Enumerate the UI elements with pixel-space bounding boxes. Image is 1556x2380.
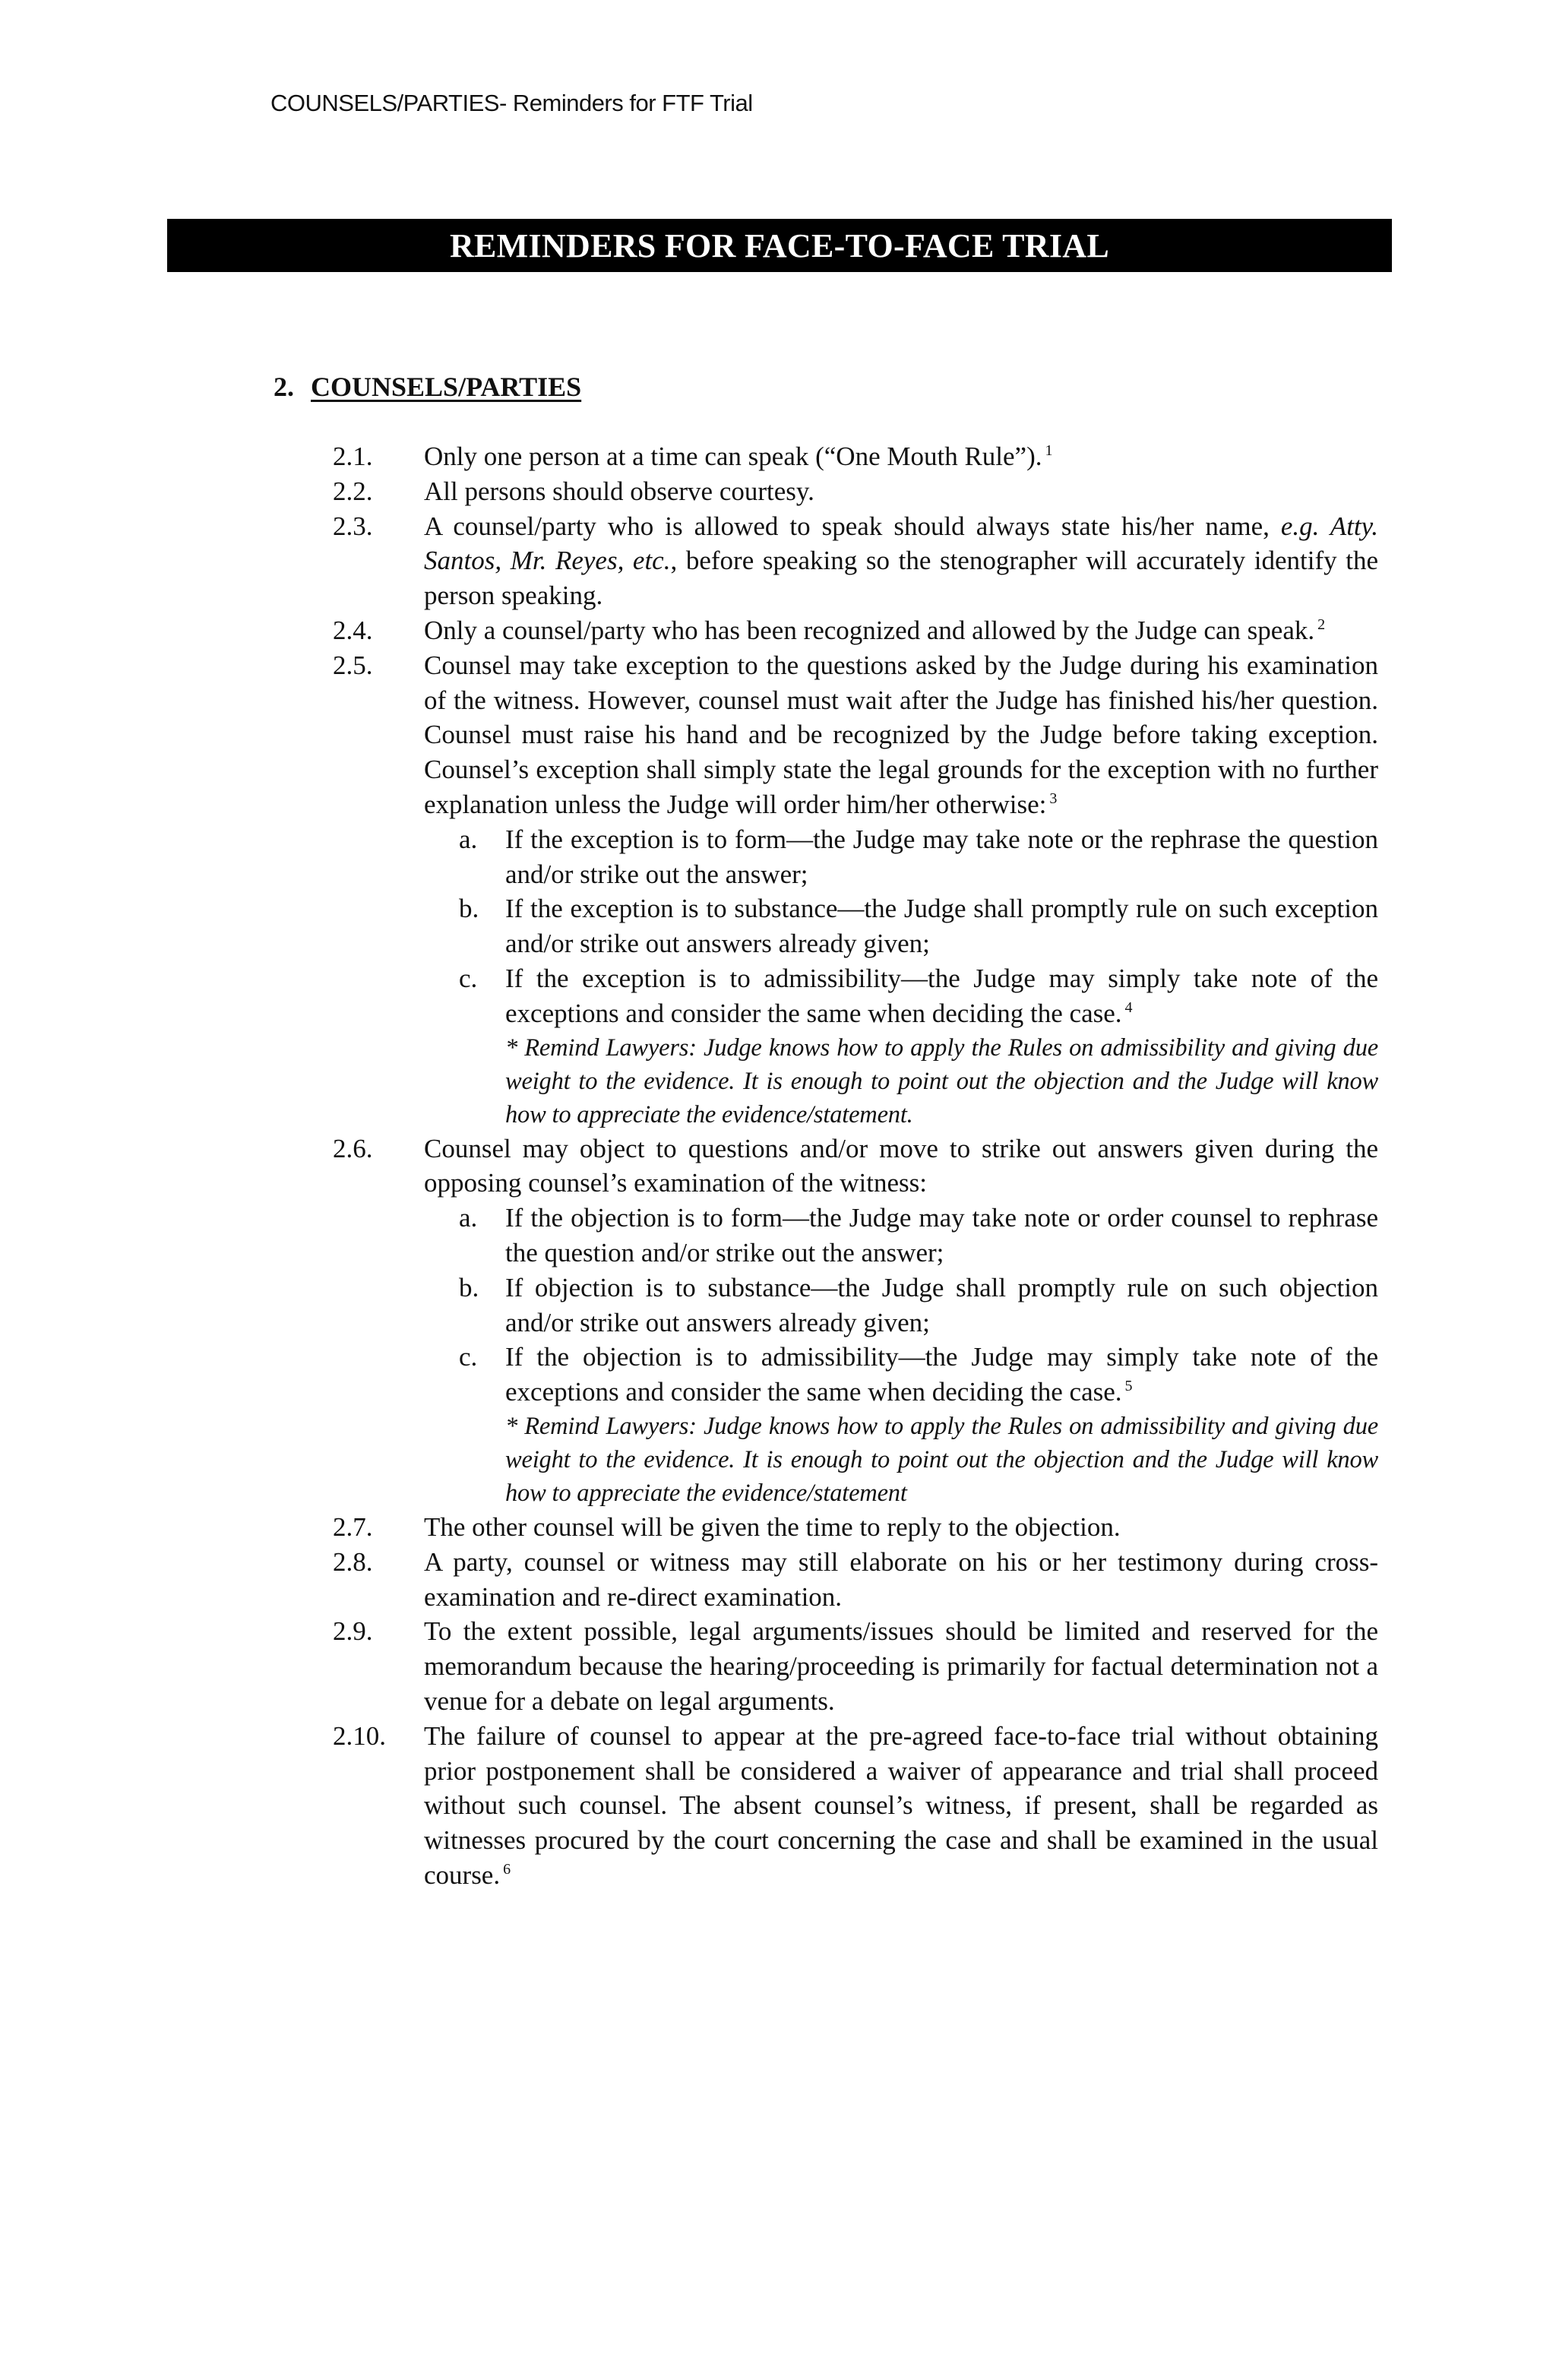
section-heading	[274, 371, 581, 403]
item-text: Only a counsel/party who has been recognized and allowed by the Judge can speak.	[424, 615, 1315, 645]
sub-item	[459, 1271, 1378, 1340]
footnote-ref: 3	[1049, 790, 1058, 808]
running-header: COUNSELS/PARTIES- Reminders for FTF Trial	[270, 90, 753, 116]
footnote-ref: 5	[1124, 1378, 1133, 1395]
item-number: 2.5.	[333, 650, 373, 680]
sub-item-letter: a.	[459, 1203, 478, 1233]
reminder-item-2-4	[333, 613, 1378, 648]
sub-item-letter: b.	[459, 894, 479, 924]
sub-item-text: If the exception is to substance—the Judge shall promptly rule on such exception and/or strike out answers already given;	[505, 894, 1378, 959]
item-text: A counsel/party who is allowed to speak should always state his/her name,	[424, 511, 1281, 541]
footnote-ref: 4	[1124, 999, 1133, 1017]
sub-item-text: If the objection is to form—the Judge may take note or order counsel to rephrase the question and/or strike out the answer;	[505, 1203, 1378, 1268]
footnote-ref: 2	[1317, 616, 1326, 634]
reminder-item-2-7	[333, 1510, 1378, 1545]
sub-item-text: If objection is to substance—the Judge shall promptly rule on such objection and/or strike out answers already given;	[505, 1272, 1378, 1337]
reminder-item-2-3	[333, 509, 1378, 613]
sub-item-text: If the objection is to admissibility—the Judge may simply take note of the exceptions and consider the same when deciding the case.	[505, 1342, 1378, 1407]
reminder-item-2-9	[333, 1614, 1378, 1718]
reminder-item-2-5	[333, 648, 1378, 822]
footnote-ref: 1	[1045, 442, 1053, 460]
sub-item-text: If the exception is to form—the Judge may take note or the rephrase the question and/or strike out the answer;	[505, 824, 1378, 889]
item-text: Counsel may object to questions and/or move to strike out answers given during the opposing counsel’s examination of the witness:	[424, 1133, 1378, 1198]
reminder-item-2-8	[333, 1545, 1378, 1615]
sub-item-letter: a.	[459, 824, 478, 854]
section-number: 2.	[274, 372, 294, 402]
item-text: The failure of counsel to appear at the pre-agreed face-to-face trial without obtaining prior postponement shall be considered a waiver of appearance and trial shall proceed without such counsel. The absent counsel’s witness, if present, shall be regarded as witnesses procured by the court concerning the case and shall be examined in the usual course.	[424, 1720, 1378, 1890]
footnote-ref: 6	[503, 1861, 511, 1878]
item-number: 2.10.	[333, 1720, 386, 1751]
reminder-item-2-6	[333, 1131, 1378, 1201]
reminder-item-2-10	[333, 1719, 1378, 1893]
item-number: 2.2.	[333, 476, 373, 506]
item-text: Counsel may take exception to the questions asked by the Judge during his examination of the witness. However, counsel must wait after the Judge has finished his/her question. Counsel must raise his hand and be recognized by the Judge before taking exception. Counsel’s exception shall simply state the legal grounds for the exception with no further explanation unless the Judge will order him/her otherwise:	[424, 650, 1378, 819]
sub-item	[459, 1340, 1378, 1410]
item-number: 2.8.	[333, 1546, 373, 1577]
remind-lawyers-note: * Remind Lawyers: Judge knows how to apply the Rules on admissibility and giving due weight to the evidence. It is enough to point out the objection and the Judge will know how to appreciate the evidence/statement	[505, 1412, 1378, 1507]
item-text: Only one person at a time can speak (“One Mouth Rule”).	[424, 442, 1042, 471]
item-number: 2.6.	[333, 1133, 373, 1163]
sub-item	[459, 1201, 1378, 1271]
title-bar	[167, 219, 1392, 272]
item-number: 2.3.	[333, 511, 373, 541]
sub-item-letter: c.	[459, 1342, 478, 1372]
sub-item	[459, 822, 1378, 892]
section-title: COUNSELS/PARTIES	[311, 372, 582, 402]
item-number: 2.7.	[333, 1511, 373, 1542]
remind-lawyers-note: * Remind Lawyers: Judge knows how to apply the Rules on admissibility and giving due weight to the evidence. It is enough to point out the objection and the Judge will know how to appreciate the evidence/statement.	[505, 1033, 1378, 1128]
sub-item-letter: b.	[459, 1272, 479, 1302]
item-text: To the extent possible, legal arguments/issues should be limited and reserved for the memorandum because the hearing/proceeding is primarily for factual determination not a venue for a debate on legal arguments.	[424, 1616, 1378, 1716]
item-number: 2.9.	[333, 1616, 373, 1647]
item-text-italic: e.g. Atty. Santos, Mr. Reyes, etc.	[424, 511, 1378, 576]
sub-item	[459, 961, 1378, 1031]
item-text: A party, counsel or witness may still elaborate on his or her testimony during cross-examination and re-direct examination.	[424, 1546, 1378, 1612]
sub-item-letter: c.	[459, 963, 478, 993]
reminder-item-2-2	[333, 474, 1378, 509]
reminder-item-2-1	[333, 439, 1378, 474]
item-number: 2.1.	[333, 442, 373, 471]
reminder-list	[333, 439, 1378, 1893]
item-text: The other counsel will be given the time to reply to the objection.	[424, 1511, 1121, 1542]
sub-list-2-5	[459, 822, 1378, 1131]
item-text-continued: , before speaking so the stenographer will accurately identify the person speaking.	[424, 546, 1379, 611]
sub-item-text: If the exception is to admissibility—the Judge may simply take note of the exceptions and consider the same when deciding the case.	[505, 963, 1378, 1028]
item-number: 2.4.	[333, 615, 373, 645]
sub-list-2-6	[459, 1201, 1378, 1510]
document-title: REMINDERS FOR FACE-TO-FACE TRIAL	[449, 226, 1110, 264]
item-text: All persons should observe courtesy.	[424, 476, 814, 506]
sub-item	[459, 891, 1378, 961]
